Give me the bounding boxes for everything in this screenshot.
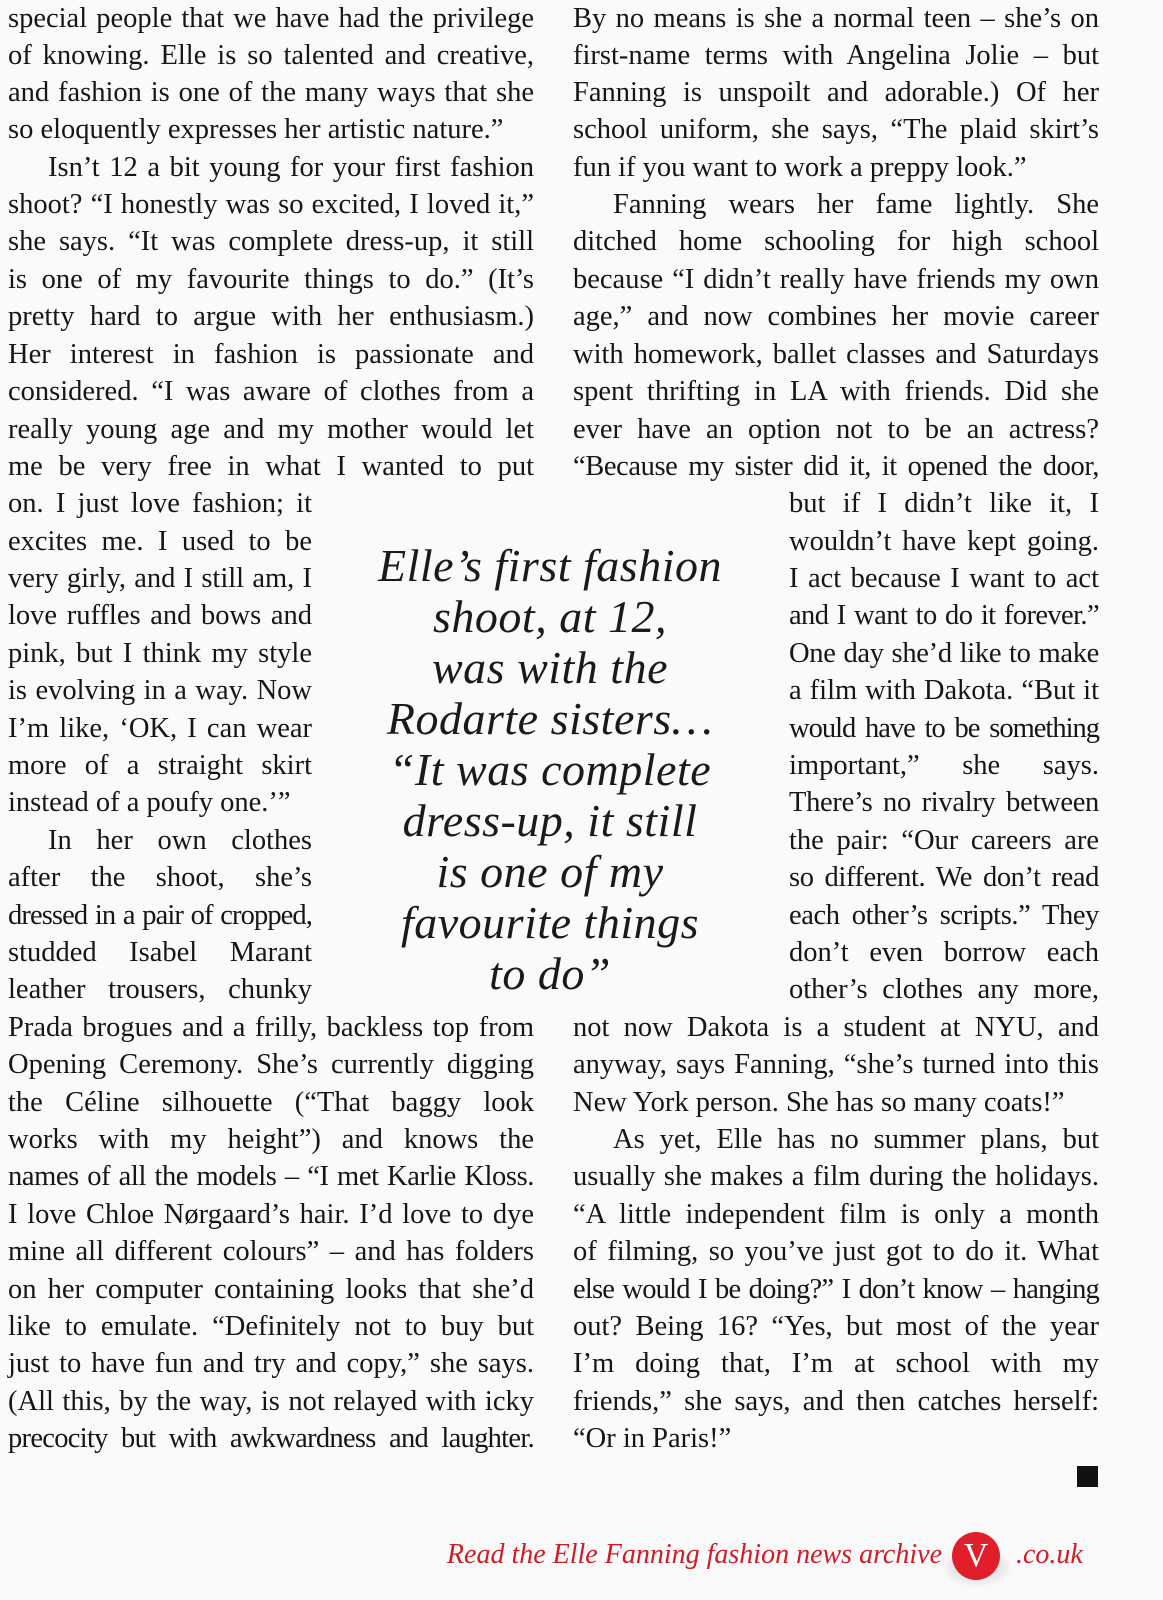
body-line: ever have an option not to be an actress? [573,414,1099,445]
body-line: but if I didn’t like it, I [789,488,1099,519]
pull-quote-line: to do” [489,948,611,999]
body-line: precocity but with awkwardness and laughter. [8,1423,534,1454]
body-line: each other’s scripts.” They [789,900,1099,931]
body-line: is evolving in a way. Now [8,675,312,706]
pull-quote-line: Elle’s first fashion [378,540,722,591]
pull-quote-line: “It was complete [388,744,712,795]
body-line: really young age and my mother would let [8,414,534,445]
body-line: with homework, ballet classes and Saturdays [573,339,1099,370]
body-line: because “I didn’t really have friends my own [573,264,1099,295]
body-line: she says. “It was complete dress-up, it still [8,226,534,257]
body-line: love ruffles and bows and [8,600,312,631]
body-line: Opening Ceremony. She’s currently digging [8,1049,534,1080]
body-line: more of a straight skirt [8,750,312,781]
body-line: so eloquently expresses her artistic nature.” [8,114,504,145]
body-line: of knowing. Elle is so talented and creative, [8,40,534,71]
body-line: friends,” she says, and then catches herself: [573,1386,1099,1417]
body-line: works with my height”) and knows the [8,1124,534,1155]
body-line: is one of my favourite things to do.” (It’s [8,264,534,295]
body-line: so different. We don’t read [789,862,1099,893]
body-line: One day she’d like to make [789,638,1099,669]
body-line: shoot? “I honestly was so excited, I loved it,” [8,189,534,220]
pull-quote-line: favourite things [400,897,700,948]
body-line: and I want to do it forever.” [789,600,1099,631]
body-line: names of all the models – “I met Karlie Kloss. [8,1161,534,1192]
body-line: usually she makes a film during the holidays. [573,1161,1099,1192]
body-line: “Because my sister did it, it opened the door, [573,451,1099,482]
body-line: Her interest in fashion is passionate and [8,339,534,370]
body-line: very girly, and I still am, I [8,563,312,594]
body-line: on her computer containing looks that she’d [8,1274,534,1305]
body-line: In her own clothes [48,825,312,856]
archive-link-text[interactable]: Read the Elle Fanning fashion news archive [446,1539,942,1570]
body-line: leather trousers, chunky [8,974,312,1005]
body-line: wouldn’t have kept going. [789,526,1099,557]
body-line: studded Isabel Marant [8,937,312,968]
body-line: other’s clothes any more, [789,974,1099,1005]
body-line: fun if you want to work a preppy look.” [573,152,1027,183]
body-line: Fanning wears her fame lightly. She [613,189,1099,220]
body-line: “A little independent film is only a month [573,1199,1099,1230]
body-line: Prada brogues and a frilly, backless top from [8,1012,534,1043]
body-line: me be very free in what I wanted to put [8,451,534,482]
body-line: else would I be doing?” I don’t know – hanging [573,1274,1099,1305]
body-line: instead of a poufy one.’” [8,787,291,818]
body-line: a film with Dakota. “But it [789,675,1099,706]
body-line: not now Dakota is a student at NYU, and [573,1012,1099,1043]
body-line: school uniform, she says, “The plaid skirt’s [573,114,1099,145]
pull-quote-line: is one of my [436,846,664,897]
body-line: As yet, Elle has no summer plans, but [613,1124,1099,1155]
body-line: By no means is she a normal teen – she’s on [573,3,1099,34]
body-line: excites me. I used to be [8,526,312,557]
body-line: (All this, by the way, is not relayed with icky [8,1386,534,1417]
body-line: considered. “I was aware of clothes from a [8,376,534,407]
body-line: would have to be something [789,713,1099,744]
body-line: I’m like, ‘OK, I can wear [8,713,312,744]
body-line: on. I just love fashion; it [8,488,312,519]
body-line: spent thrifting in LA with friends. Did she [573,376,1099,407]
body-line: important,” she says. [789,750,1099,781]
pull-quote-line: Rodarte sisters… [386,693,714,744]
body-line: There’s no rivalry between [789,787,1099,818]
archive-link-domain[interactable]: .co.uk [1016,1539,1083,1570]
body-line: mine all different colours” – and has folders [8,1236,534,1267]
body-line: ditched home schooling for high school [573,226,1099,257]
body-line: I act because I want to act [789,563,1099,594]
pull-quote-line: dress-up, it still [402,795,698,846]
body-line: and fashion is one of the many ways that she [8,77,534,108]
body-line: anyway, says Fanning, “she’s turned into this [573,1049,1099,1080]
body-line: pretty hard to argue with her enthusiasm.) [8,301,534,332]
body-line: I love Chloe Nørgaard’s hair. I’d love to dye [8,1199,534,1230]
pull-quote-line: shoot, at 12, [433,591,667,642]
body-line: “Or in Paris!” [573,1423,732,1454]
body-line: like to emulate. “Definitely not to buy but [8,1311,534,1342]
body-line: after the shoot, she’s [8,862,312,893]
body-line: New York person. She has so many coats!” [573,1087,1065,1118]
body-line: dressed in a pair of cropped, [8,900,312,931]
body-line: pink, but I think my style [8,638,312,669]
body-line: the Céline silhouette (“That baggy look [8,1087,534,1118]
body-line: age,” and now combines her movie career [573,301,1099,332]
body-line: Isn’t 12 a bit young for your first fashion [48,152,534,183]
body-line: first-name terms with Angelina Jolie – but [573,40,1099,71]
vogue-v-logo-icon[interactable]: V [952,1532,1000,1580]
body-line: out? Being 16? “Yes, but most of the year [573,1311,1099,1342]
body-line: of filming, so you’ve just got to do it. What [573,1236,1099,1267]
body-line: special people that we have had the privilege [8,3,534,34]
pull-quote-line: was with the [431,642,669,693]
body-line: I’m doing that, I’m at school with my [573,1348,1099,1379]
body-line: the pair: “Our careers are [789,825,1099,856]
end-of-article-square-icon [1077,1466,1098,1487]
body-line: just to have fun and try and copy,” she says. [8,1348,534,1379]
body-line: Fanning is unspoilt and adorable.) Of her [573,77,1099,108]
body-line: don’t even borrow each [789,937,1099,968]
